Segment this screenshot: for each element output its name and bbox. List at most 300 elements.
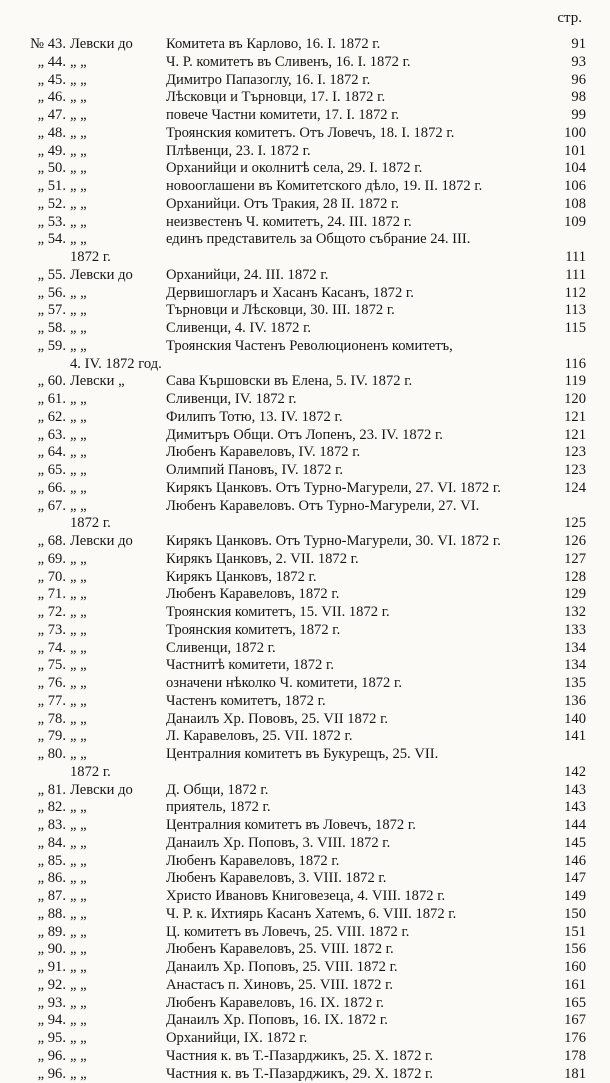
entry-sender: „ „	[70, 285, 166, 302]
entry-page-number: 129	[546, 586, 586, 603]
entry-title: Частния к. въ Т.-Пазарджикъ, 29. X. 1872 г.	[166, 1066, 433, 1082]
entry-text	[26, 462, 343, 479]
entry-page-number: 156	[546, 941, 586, 958]
entry-page-number: 121	[546, 427, 586, 444]
entry-text	[26, 1012, 388, 1029]
entry-title: Плѣвенци, 23. I. 1872 г.	[166, 143, 311, 159]
entry-text	[26, 604, 390, 621]
entry-sender: Левски до	[70, 36, 166, 53]
entry-page-number: 120	[546, 391, 586, 408]
entry-text	[26, 1066, 433, 1083]
entry-page-number: 93	[546, 54, 586, 71]
entry-number: „ 68.	[26, 533, 66, 550]
entry-page-number: 127	[546, 551, 586, 568]
entry-number: „ 94.	[26, 1012, 66, 1029]
toc-entry	[26, 391, 592, 409]
toc-entry	[26, 249, 592, 267]
entry-title: Данаилъ Хр. Пововъ, 25. VII 1872 г.	[166, 711, 388, 727]
entry-sender: „ „	[70, 214, 166, 231]
entry-text	[26, 551, 359, 568]
toc-entry	[26, 54, 592, 72]
entry-page-number: 106	[546, 178, 586, 195]
entry-sender: „ „	[70, 551, 166, 568]
entry-page-number: 111	[546, 249, 586, 266]
entry-number: „ 80.	[26, 746, 66, 763]
entry-page-number: 178	[546, 1048, 586, 1065]
entry-title: неизвестенъ Ч. комитетъ, 24. III. 1872 г.	[166, 214, 412, 230]
toc-entry	[26, 444, 592, 462]
toc-entry	[26, 817, 592, 835]
entry-page-number: 176	[546, 1030, 586, 1047]
entry-title: Данаилъ Хр. Поповъ, 25. VIII. 1872 г.	[166, 959, 398, 975]
entry-title: Любенъ Каравеловъ, IV. 1872 г.	[166, 444, 360, 460]
entry-number: „ 83.	[26, 817, 66, 834]
entry-text	[26, 143, 311, 160]
entry-text	[26, 675, 402, 692]
entry-number: „ 91.	[26, 959, 66, 976]
entry-text	[26, 888, 445, 905]
entry-number: „ 84.	[26, 835, 66, 852]
entry-page-number: 126	[546, 533, 586, 550]
entry-title: Частнитѣ комитети, 1872 г.	[166, 657, 334, 673]
toc-entry	[26, 409, 592, 427]
entry-number: „ 58.	[26, 320, 66, 337]
entry-page-number: 149	[546, 888, 586, 905]
entry-title: Любенъ Каравеловъ, 1872 г.	[166, 586, 339, 602]
entry-page-number: 109	[546, 214, 586, 231]
entry-title: Христо Ивановъ Книговезеца, 4. VIII. 1872 г.	[166, 888, 445, 904]
entry-number: „ 79.	[26, 728, 66, 745]
toc-entry	[26, 125, 592, 143]
toc-entry	[26, 373, 592, 391]
entry-text	[26, 320, 311, 337]
entry-page-number: 143	[546, 782, 586, 799]
entry-number: „ 63.	[26, 427, 66, 444]
entry-title: Частния к. въ Т.-Пазарджикъ, 25. X. 1872 г.	[166, 1048, 433, 1064]
entry-text	[26, 977, 393, 994]
entry-page-number: 99	[546, 107, 586, 124]
entry-page-number: 100	[546, 125, 586, 142]
toc-entry	[26, 604, 592, 622]
entry-sender: „ „	[70, 338, 166, 355]
entry-text	[26, 214, 412, 231]
entry-title: Ч. Р. к. Ихтиярь Касанъ Хатемъ, 6. VIII. 1872 г.	[166, 906, 456, 922]
toc-entry	[26, 1030, 592, 1048]
entry-title: Частенъ комитетъ, 1872 г.	[166, 693, 326, 709]
entry-page-number: 181	[546, 1066, 586, 1083]
entry-number: „ 44.	[26, 54, 66, 71]
entry-title: Троянския комитетъ, 15. VII. 1872 г.	[166, 604, 390, 620]
entry-title: Кирякъ Цанковъ, 2. VII. 1872 г.	[166, 551, 359, 567]
entry-page-number: 141	[546, 728, 586, 745]
toc-entry	[26, 835, 592, 853]
entry-page-number: 111	[546, 267, 586, 284]
entry-number: „ 78.	[26, 711, 66, 728]
entry-title: Любенъ Каравеловъ, 1872 г.	[166, 853, 339, 869]
entry-text	[26, 657, 334, 674]
entry-number: „ 89.	[26, 924, 66, 941]
entry-text	[26, 54, 411, 71]
entry-number: „ 47.	[26, 107, 66, 124]
entry-sender: „ „	[70, 711, 166, 728]
entry-number: „ 71.	[26, 586, 66, 603]
toc-entry	[26, 675, 592, 693]
entry-text	[26, 924, 409, 941]
entry-sender: „ „	[70, 178, 166, 195]
entry-text	[26, 569, 317, 586]
toc-entry	[26, 427, 592, 445]
entry-sender: „ „	[70, 160, 166, 177]
entry-page-number: 161	[546, 977, 586, 994]
toc-entry	[26, 533, 592, 551]
entry-title: Д. Общи, 1872 г.	[166, 782, 268, 798]
entry-sender: „ „	[70, 835, 166, 852]
entry-number: „ 96.	[26, 1066, 66, 1083]
entry-sender: „ „	[70, 1012, 166, 1029]
entry-text	[26, 906, 456, 923]
entry-page-number: 125	[546, 515, 586, 532]
toc-entry	[26, 728, 592, 746]
toc-entry	[26, 1012, 592, 1030]
entry-number: „ 75.	[26, 657, 66, 674]
entry-page-number: 135	[546, 675, 586, 692]
entry-number: „ 66.	[26, 480, 66, 497]
entry-sender: „ „	[70, 995, 166, 1012]
entry-text	[26, 853, 339, 870]
entry-title: Л. Каравеловъ, 25. VII. 1872 г.	[166, 728, 353, 744]
entry-number: „ 87.	[26, 888, 66, 905]
entry-text	[26, 1048, 433, 1065]
entry-number: „ 61.	[26, 391, 66, 408]
entry-number: „ 48.	[26, 125, 66, 142]
entry-sender: „ „	[70, 799, 166, 816]
entry-continuation: 1872 г.	[70, 515, 111, 532]
toc-entry	[26, 214, 592, 232]
toc-entry	[26, 498, 592, 516]
toc-entry	[26, 36, 592, 54]
entry-number: „ 95.	[26, 1030, 66, 1047]
entry-text	[26, 338, 453, 355]
entry-sender: „ „	[70, 143, 166, 160]
toc-entry	[26, 640, 592, 658]
toc-entry	[26, 551, 592, 569]
entry-text	[26, 231, 470, 248]
entry-text	[26, 267, 328, 284]
entry-sender: „ „	[70, 817, 166, 834]
toc-entry	[26, 178, 592, 196]
entry-page-number: 116	[546, 356, 586, 373]
entry-text	[26, 835, 390, 852]
entry-page-number: 134	[546, 657, 586, 674]
entry-title: единъ представитель за Общото събрание 24. III.	[166, 231, 470, 247]
entry-title: Сава Кършовски въ Елена, 5. IV. 1872 г.	[166, 373, 412, 389]
entry-text	[26, 817, 416, 834]
entry-page-number: 132	[546, 604, 586, 621]
entry-number: „ 85.	[26, 853, 66, 870]
entry-number: „ 50.	[26, 160, 66, 177]
entry-title: Анастасъ п. Хиновъ, 25. VIII. 1872 г.	[166, 977, 393, 993]
entry-sender: „ „	[70, 125, 166, 142]
entry-text	[26, 640, 276, 657]
toc-entry	[26, 160, 592, 178]
entry-number: „ 96.	[26, 1048, 66, 1065]
entry-sender: „ „	[70, 302, 166, 319]
entry-number: „ 54.	[26, 231, 66, 248]
entry-title: приятель, 1872 г.	[166, 799, 271, 815]
entry-sender: „ „	[70, 1048, 166, 1065]
entry-page-number: 124	[546, 480, 586, 497]
entry-sender: „ „	[70, 462, 166, 479]
entry-page-number: 119	[546, 373, 586, 390]
toc-entry	[26, 302, 592, 320]
entry-title: Сливенци, IV. 1872 г.	[166, 391, 296, 407]
entry-page-number: 145	[546, 835, 586, 852]
entry-number: „ 62.	[26, 409, 66, 426]
toc-entry	[26, 285, 592, 303]
entry-number: „ 92.	[26, 977, 66, 994]
entry-page-number: 160	[546, 959, 586, 976]
entry-text	[26, 799, 271, 816]
entry-page-number: 150	[546, 906, 586, 923]
entry-sender: Левски до	[70, 533, 166, 550]
entry-text	[26, 427, 443, 444]
toc-entry	[26, 480, 592, 498]
entry-page-number: 134	[546, 640, 586, 657]
toc-entry	[26, 853, 592, 871]
entry-text	[26, 533, 501, 550]
entry-text	[26, 107, 399, 124]
entry-number: „ 60.	[26, 373, 66, 390]
entry-sender: „ „	[70, 89, 166, 106]
entry-page-number: 136	[546, 693, 586, 710]
entry-number: „ 51.	[26, 178, 66, 195]
entry-page-number: 123	[546, 444, 586, 461]
page-column-header: стр.	[557, 10, 582, 27]
entry-sender: „ „	[70, 54, 166, 71]
entry-number: „ 86.	[26, 870, 66, 887]
entry-title: Димитро Папазоглу, 16. I. 1872 г.	[166, 72, 370, 88]
toc-entry	[26, 89, 592, 107]
entry-text	[26, 125, 454, 142]
toc-entry	[26, 746, 592, 764]
entry-sender: „ „	[70, 1066, 166, 1083]
entry-number: „ 90.	[26, 941, 66, 958]
entry-page-number: 113	[546, 302, 586, 319]
entry-number: „ 53.	[26, 214, 66, 231]
entry-sender: „ „	[70, 1030, 166, 1047]
entry-number: „ 70.	[26, 569, 66, 586]
entry-title: Кирякъ Цанковъ, 1872 г.	[166, 569, 317, 585]
entry-continuation: 1872 г.	[70, 249, 111, 266]
entry-sender: „ „	[70, 906, 166, 923]
entry-page-number: 143	[546, 799, 586, 816]
entry-text	[26, 36, 380, 53]
entry-title: новооглашени въ Комитетского дѣло, 19. II. 1872 г.	[166, 178, 482, 194]
entry-title: Централния комитетъ въ Ловечъ, 1872 г.	[166, 817, 416, 833]
entry-number: „ 67.	[26, 498, 66, 515]
entry-page-number: 133	[546, 622, 586, 639]
entry-number: „ 56.	[26, 285, 66, 302]
entry-number: „ 69.	[26, 551, 66, 568]
entry-sender: „ „	[70, 622, 166, 639]
entry-text	[26, 178, 482, 195]
entry-text	[26, 302, 395, 319]
entry-title: повече Частни комитети, 17. I. 1872 г.	[166, 107, 399, 123]
entry-text	[26, 622, 340, 639]
toc-entry	[26, 764, 592, 782]
entry-title: Данаилъ Хр. Поповъ, 3. VIII. 1872 г.	[166, 835, 390, 851]
entry-page-number: 104	[546, 160, 586, 177]
entry-page-number: 151	[546, 924, 586, 941]
entry-number: „ 73.	[26, 622, 66, 639]
entry-sender: „ „	[70, 693, 166, 710]
entry-page-number: 121	[546, 409, 586, 426]
entry-sender: „ „	[70, 569, 166, 586]
entry-sender: „ „	[70, 391, 166, 408]
entry-sender: „ „	[70, 888, 166, 905]
entry-title: Любенъ Каравеловъ, 16. IX. 1872 г.	[166, 995, 384, 1011]
toc-entry	[26, 586, 592, 604]
entry-title: Любенъ Каравеловъ, 25. VIII. 1872 г.	[166, 941, 394, 957]
entry-title: Орханийци. Отъ Тракия, 28 II. 1872 г.	[166, 196, 399, 212]
entry-title: Кирякъ Цанковъ. Отъ Турно-Магурели, 30. VI. 1872 г.	[166, 533, 501, 549]
entry-number: „ 57.	[26, 302, 66, 319]
entry-title: Сливенци, 1872 г.	[166, 640, 276, 656]
entry-title: Орханийци и околнитѣ села, 29. I. 1872 г.	[166, 160, 422, 176]
entry-text	[26, 711, 388, 728]
entry-title: Търновци и Лѣсковци, 30. III. 1872 г.	[166, 302, 395, 318]
entry-title: Троянския Частенъ Революционенъ комитетъ,	[166, 338, 453, 354]
entry-number: „ 76.	[26, 675, 66, 692]
entry-number: „ 52.	[26, 196, 66, 213]
entry-text	[26, 391, 296, 408]
entry-text	[26, 480, 501, 497]
toc-entry	[26, 338, 592, 356]
entry-text	[26, 498, 479, 515]
toc-entry	[26, 693, 592, 711]
entry-text	[26, 373, 412, 390]
entry-page-number: 108	[546, 196, 586, 213]
entry-number: „ 93.	[26, 995, 66, 1012]
entry-title: Троянския комитетъ, 1872 г.	[166, 622, 340, 638]
entry-number: „ 74.	[26, 640, 66, 657]
toc-entry	[26, 462, 592, 480]
toc-entry	[26, 320, 592, 338]
entry-sender: „ „	[70, 941, 166, 958]
toc-entry	[26, 657, 592, 675]
entry-number: „ 77.	[26, 693, 66, 710]
entry-number: „ 82.	[26, 799, 66, 816]
entry-title: Троянския комитетъ. Отъ Ловечъ, 18. I. 1872 г.	[166, 125, 454, 141]
entry-page-number: 123	[546, 462, 586, 479]
entry-number: № 43.	[26, 36, 66, 53]
entry-text	[26, 72, 370, 89]
entry-sender: „ „	[70, 640, 166, 657]
entry-page-number: 140	[546, 711, 586, 728]
entry-sender: „ „	[70, 498, 166, 515]
entry-text	[26, 1030, 307, 1047]
entry-title: Централния комитетъ въ Букурещъ, 25. VII.	[166, 746, 438, 762]
entry-number: „ 65.	[26, 462, 66, 479]
entry-sender: „ „	[70, 72, 166, 89]
entry-text	[26, 959, 398, 976]
table-of-contents	[26, 36, 592, 1083]
entry-continuation: 4. IV. 1872 год.	[70, 356, 162, 373]
entry-text	[26, 746, 438, 763]
toc-entry	[26, 515, 592, 533]
entry-title: Орханийци, IX. 1872 г.	[166, 1030, 307, 1046]
entry-text	[26, 995, 384, 1012]
toc-entry	[26, 622, 592, 640]
entry-number: „ 64.	[26, 444, 66, 461]
entry-text	[26, 160, 422, 177]
entry-number: „ 46.	[26, 89, 66, 106]
entry-page-number: 147	[546, 870, 586, 887]
entry-page-number: 115	[546, 320, 586, 337]
entry-page-number: 144	[546, 817, 586, 834]
entry-text	[26, 196, 399, 213]
entry-sender: „ „	[70, 444, 166, 461]
entry-text	[26, 693, 326, 710]
entry-text	[26, 782, 268, 799]
entry-page-number: 165	[546, 995, 586, 1012]
entry-sender: Левски до	[70, 267, 166, 284]
toc-entry	[26, 267, 592, 285]
toc-entry	[26, 107, 592, 125]
entry-title: Кирякъ Цанковъ. Отъ Турно-Магурели, 27. VI. 1872 г.	[166, 480, 501, 496]
entry-text	[26, 941, 394, 958]
entry-number: „ 72.	[26, 604, 66, 621]
entry-title: Сливенци, 4. IV. 1872 г.	[166, 320, 311, 336]
entry-sender: „ „	[70, 853, 166, 870]
entry-number: „ 45.	[26, 72, 66, 89]
toc-entry	[26, 941, 592, 959]
toc-entry	[26, 995, 592, 1013]
entry-title: Филипъ Тотю, 13. IV. 1872 г.	[166, 409, 342, 425]
toc-entry	[26, 196, 592, 214]
entry-text	[26, 870, 386, 887]
entry-title: Любенъ Каравеловъ, 3. VIII. 1872 г.	[166, 870, 386, 886]
toc-entry	[26, 569, 592, 587]
entry-number: „ 55.	[26, 267, 66, 284]
entry-page-number: 112	[546, 285, 586, 302]
entry-continuation: 1872 г.	[70, 764, 111, 781]
entry-title: означени нѣколко Ч. комитети, 1872 г.	[166, 675, 402, 691]
entry-sender: „ „	[70, 870, 166, 887]
entry-page-number: 128	[546, 569, 586, 586]
entry-sender: „ „	[70, 231, 166, 248]
toc-entry	[26, 72, 592, 90]
toc-entry	[26, 1048, 592, 1066]
entry-title: Данаилъ Хр. Поповъ, 16. IX. 1872 г.	[166, 1012, 388, 1028]
entry-page-number: 91	[546, 36, 586, 53]
toc-entry	[26, 870, 592, 888]
entry-page-number: 98	[546, 89, 586, 106]
entry-sender: „ „	[70, 320, 166, 337]
entry-sender: „ „	[70, 409, 166, 426]
toc-entry	[26, 977, 592, 995]
entry-sender: „ „	[70, 746, 166, 763]
toc-entry	[26, 799, 592, 817]
entry-sender: „ „	[70, 924, 166, 941]
entry-text	[26, 586, 339, 603]
entry-title: Орханийци, 24. III. 1872 г.	[166, 267, 328, 283]
entry-sender: Левски „	[70, 373, 166, 390]
entry-page-number: 142	[546, 764, 586, 781]
entry-sender: „ „	[70, 480, 166, 497]
toc-entry	[26, 1066, 592, 1083]
toc-entry	[26, 143, 592, 161]
